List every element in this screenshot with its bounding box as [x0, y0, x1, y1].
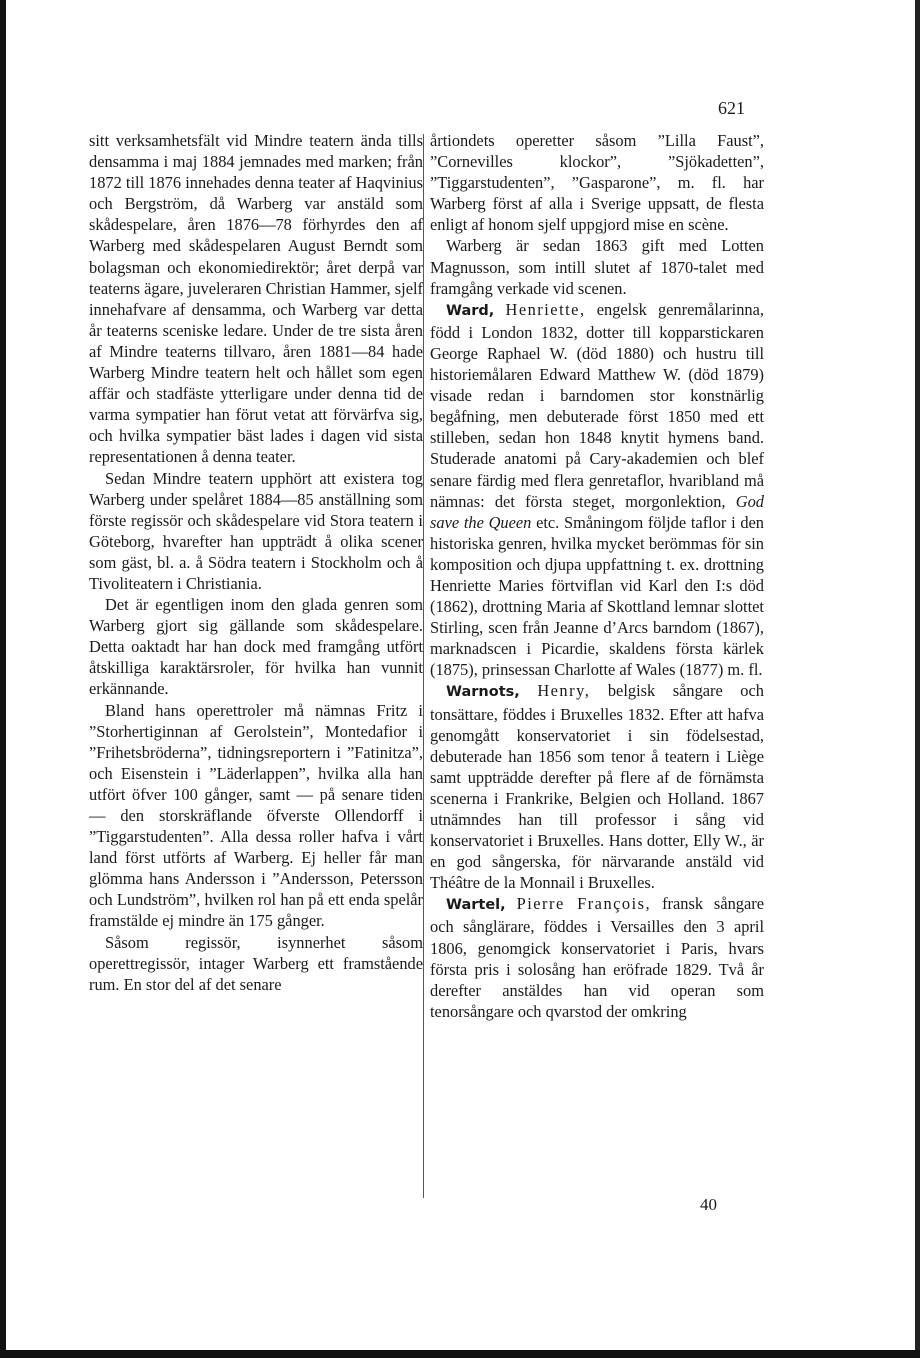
- entry-headword: Ward,: [446, 302, 495, 319]
- entry-ward: [430, 299, 764, 681]
- artwork-title: God save the Queen: [430, 491, 764, 532]
- paragraph: Sedan Mindre teatern upphört att existera tog Warberg under spelåret 1884—85 anställning som förste regissör och skådespelare vid Stora teatern i Göteborg, hvarefter han uppträdt å olika scener som gäst, bl. a. å Södra teatern i Stockholm och å Tivoliteatern i Christiania.: [89, 468, 423, 593]
- scan-border-bottom: [0, 1350, 920, 1358]
- paragraph: Det är egentligen inom den glada genren som Warberg gjort sig gällande som skådespelare. Detta oaktadt har han dock med framgång utfört åtskilliga karaktärsroler, för hvilka han vunnit erkännande.: [89, 595, 423, 699]
- page-number: 621: [718, 98, 745, 118]
- entry-text: engelsk genremålarinna, född i London 1832, dotter till kopparstickaren George Raphael W. (död 1880) och hustru till historiemålaren Edward Matthew W. (död 1879) visade redan i barndomen stor konstnärlig begåfning, men debuterade först 1850 med ett stilleben, sedan hon 1848 knytit hymens band. Studerade anatomi på Cary-akademien och blef senare färdig med flera genretaflor, hvaribland må nämnas: det första steget, morgonlektion,: [430, 299, 764, 511]
- right-column: [430, 130, 764, 1022]
- scan-border-right: [915, 0, 920, 1358]
- paragraph: Bland hans operettroler må nämnas Fritz i ”Storhertiginnan af Gerolstein”, Montedafior i ”Frihetsbröderna”, tidningsreportern i ”Fatinitza”, och Eisenstein i ”Läderlappen”, hvilka alla han utfört öfver 100 gånger, samt — på senare tiden — den storskräflande öfverste Ollendorff i ”Tiggarstudenten”. Alla dessa roller hafva i vårt land först utförts af Warberg. Ej heller får man glömma hans Andersson i ”Andersson, Petersson och Lundström”, hvilken rol han på ett enda spelår framstälde ej mindre än 175 gånger.: [89, 700, 423, 931]
- entry-text: fransk sångare och sånglärare, föddes i Versailles den 3 april 1806, genomgick konservatoriet i Paris, hvars första pris i solosång han eröfrade 1829. Två år derefter anstäldes han vid operan som tenorsångare och qvarstod der omkring: [430, 894, 764, 1021]
- entry-text: etc. Småningom följde taflor i den historiska genren, hvilka mycket berömmas för sin komposition och djupa uppfattning t. ex. drottning Henriette Maries förtviflan vid Karl den I:s död (1862), drottning Maria af Skottland lemnar slottet Stirling, scen från Jeanne d’Arcs barndom (1867), marknadscen i Picardie, skaldens första kärlek (1875), prinsessan Charlotte af Wales (1877) m. fl.: [430, 512, 765, 680]
- paragraph: årtiondets operetter såsom ”Lilla Faust”, ”Cornevilles klockor”, ”Sjökadetten”, ”Tiggarstudenten”, ”Gasparone”, m. fl. har Warberg först af alla i Sverige uppsatt, de flesta enligt af honom sjelf uppgjord mise en scène.: [430, 131, 764, 235]
- entry-warnots: [430, 680, 764, 893]
- paragraph: Warberg är sedan 1863 gift med Lotten Magnusson, som intill slutet af 1870-talet med framgång verkade vid scenen.: [430, 236, 764, 298]
- entry-headword: Warnots,: [446, 684, 520, 701]
- signature-mark: 40: [700, 1195, 717, 1214]
- entry-given-name: Henry,: [537, 681, 591, 701]
- paragraph: Såsom regissör, isynnerhet såsom operettregissör, intager Warberg ett framstående rum. En stor del af det senare: [89, 932, 423, 994]
- scan-border-left: [0, 0, 6, 1358]
- left-column: [89, 130, 423, 995]
- paragraph: sitt verksamhetsfält vid Mindre teatern ända tills densamma i maj 1884 jemnades med marken; från 1872 till 1876 innehades denna teater af Haqvinius och Bergström, då Warberg var anstäld som skådespelare, åren 1876—78 förhyrdes den af Warberg med skådespelaren August Berndt som bolagsman och ekonomiedirektör; året derpå var teaterns ägare, juveleraren Christian Hammer, sjelf innehafvare af densamma, och Warberg var detta år teaterns sceniske ledare. Under de tre sista åren af Mindre teaterns tillvaro, åren 1881—84 hade Warberg Mindre teatern helt och hållet som egen affär och stadfäste ytterligare under denna tid de varma sympatier han förut vetat att förvärfva sig, och hvilka sympatier bäst lades i dagen vid sista representationen å denna teater.: [89, 131, 423, 467]
- entry-headword: Wartel,: [446, 897, 506, 914]
- column-divider: [423, 134, 424, 1198]
- entry-given-name: Henriette,: [505, 299, 586, 319]
- entry-given-name: Pierre François,: [516, 894, 652, 914]
- entry-text: belgisk sångare och tonsättare, föddes i Bruxelles 1832. Efter att hafva genomgått konservatoriet i sin födelsestad, debuterade han 1856 som tenor å teatern i Liège samt uppträdde derefter på flere af de förnämsta scenerna i Frankrike, Belgien och Holland. 1867 utnämndes han till professor i sång vid konservatoriet i Bruxelles. Hans dotter, Elly W., är en god sångerska, för närvarande anstäld vid Théâtre de la Monnail i Bruxelles.: [430, 681, 764, 893]
- entry-wartel: [430, 893, 764, 1022]
